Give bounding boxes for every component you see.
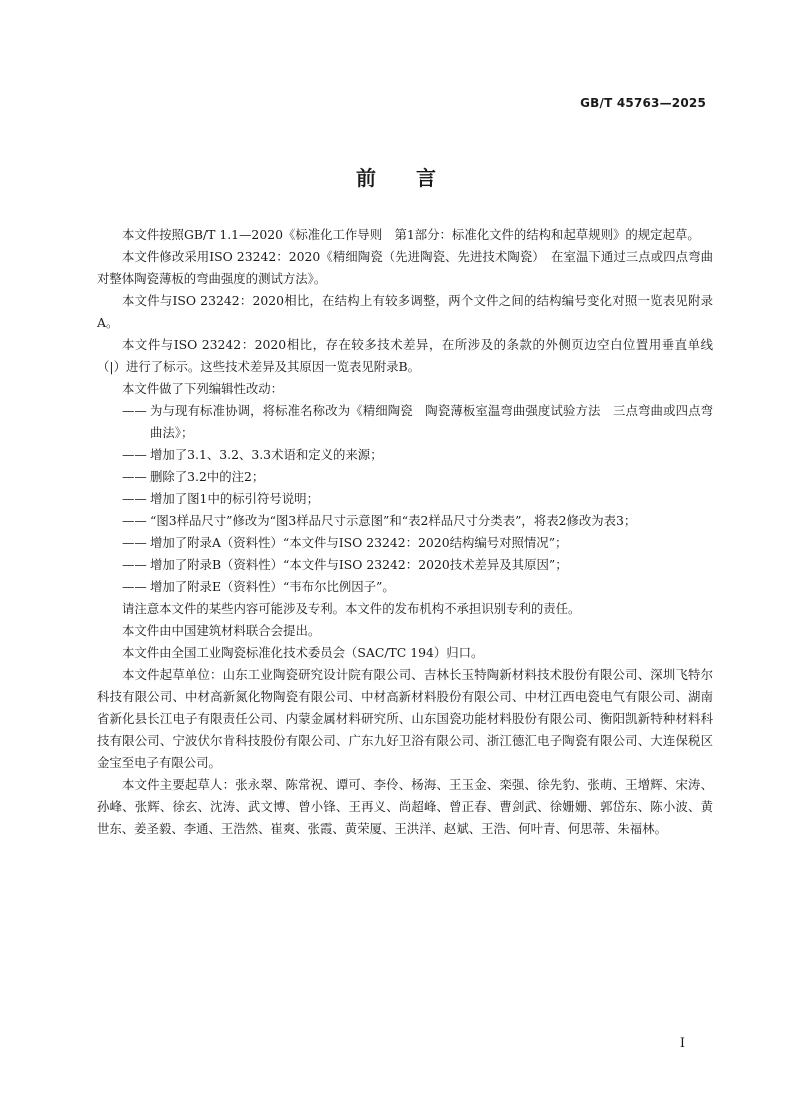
- list-item-text: 增加了附录B（资料性）“本文件与ISO 23242：2020技术差异及其原因”；: [150, 557, 568, 572]
- page-title: 前言: [356, 166, 476, 190]
- paragraph-drafting-units: 本文件起草单位：山东工业陶瓷研究设计院有限公司、吉林长玉特陶新材料技术股份有限公司、深圳飞特尔科技有限公司、中材高新氮化物陶瓷有限公司、中材高新材料股份有限公司、中材江西电瓷电气有限公司、湖南省新化县长江电子有限责任公司、内蒙金属材料研究所、山东国瓷功能材料股份有限公司、衡阳凯新特种材料科技有限公司、宁波伏尔肯科技股份有限公司、广东九好卫浴有限公司、浙江德汇电子陶瓷有限公司、大连保税区金宝至电子有限公司。: [97, 667, 713, 770]
- list-item: [97, 554, 713, 576]
- dash-mark: ——: [122, 557, 147, 572]
- standard-code: GB/T 45763—2025: [580, 96, 706, 110]
- list-item: [97, 510, 713, 532]
- list-item-text: “图3样品尺寸”修改为“图3样品尺寸示意图”和“表2样品尺寸分类表”，将表2修改为表3；: [150, 513, 637, 528]
- dash-mark: ——: [122, 535, 147, 550]
- list-item: [97, 466, 713, 488]
- list-item: [97, 576, 713, 598]
- dash-mark: ——: [122, 403, 147, 418]
- paragraph-proposed-by: 本文件由中国建筑材料联合会提出。: [122, 623, 321, 638]
- list-item: [97, 444, 713, 466]
- paragraph-structure-changes: 本文件与ISO 23242：2020相比，在结构上有较多调整，两个文件之间的结构编号变化对照一览表见附录A。: [97, 293, 713, 330]
- page-number: I: [679, 1036, 685, 1051]
- list-item: [97, 488, 713, 510]
- list-item-text: 增加了3.1、3.2、3.3术语和定义的来源；: [150, 447, 383, 462]
- paragraph-drafting-rules: 本文件按照GB/T 1.1—2020《标准化工作导则 第1部分：标准化文件的结构和起草规则》的规定起草。: [122, 227, 700, 242]
- paragraph-drafters: 本文件主要起草人：张永翠、陈常祝、谭可、李伶、杨海、王玉金、栾强、徐先豹、张萌、王增辉、宋涛、孙峰、张辉、徐玄、沈涛、武文博、曾小锋、王再义、尚超峰、曾正春、曹剑武、徐姗姗、郭岱东、陈小波、黄世东、姜圣毅、李通、王浩然、崔爽、张霞、黄荣厦、王洪洋、赵斌、王浩、何叶青、何思蒂、朱福林。: [97, 777, 713, 836]
- dash-mark: ——: [122, 469, 147, 484]
- dash-mark: ——: [122, 447, 147, 462]
- list-item-text: 增加了图1中的标引符号说明；: [150, 491, 319, 506]
- list-item-text: 增加了附录E（资料性）“韦布尔比例因子”。: [150, 579, 395, 594]
- paragraph-editorial-intro: 本文件做了下列编辑性改动：: [122, 381, 284, 396]
- paragraph-patent-notice: 请注意本文件的某些内容可能涉及专利。本文件的发布机构不承担识别专利的责任。: [122, 601, 581, 616]
- list-item: [97, 400, 713, 444]
- paragraph-technical-differences: 本文件与ISO 23242：2020相比，存在较多技术差异，在所涉及的条款的外侧页边空白位置用垂直单线（|）进行了标示。这些技术差异及其原因一览表见附录B。: [97, 337, 713, 374]
- list-item-text: 增加了附录A（资料性）“本文件与ISO 23242：2020结构编号对照情况”；: [150, 535, 568, 550]
- dash-mark: ——: [122, 513, 147, 528]
- paragraph-under-jurisdiction: 本文件由全国工业陶瓷标准化技术委员会（SAC/TC 194）归口。: [122, 645, 484, 660]
- document-body: [97, 224, 713, 840]
- paragraph-adoption: 本文件修改采用ISO 23242：2020《精细陶瓷（先进陶瓷、先进技术陶瓷） 在室温下通过三点或四点弯曲对整体陶瓷薄板的弯曲强度的测试方法》。: [97, 249, 713, 286]
- list-item: [97, 532, 713, 554]
- list-item-text: 为与现有标准协调，将标准名称改为《精细陶瓷 陶瓷薄板室温弯曲强度试验方法 三点弯曲或四点弯曲法》；: [150, 403, 713, 440]
- list-item-text: 删除了3.2中的注2；: [150, 469, 265, 484]
- dash-mark: ——: [122, 579, 147, 594]
- dash-mark: ——: [122, 491, 147, 506]
